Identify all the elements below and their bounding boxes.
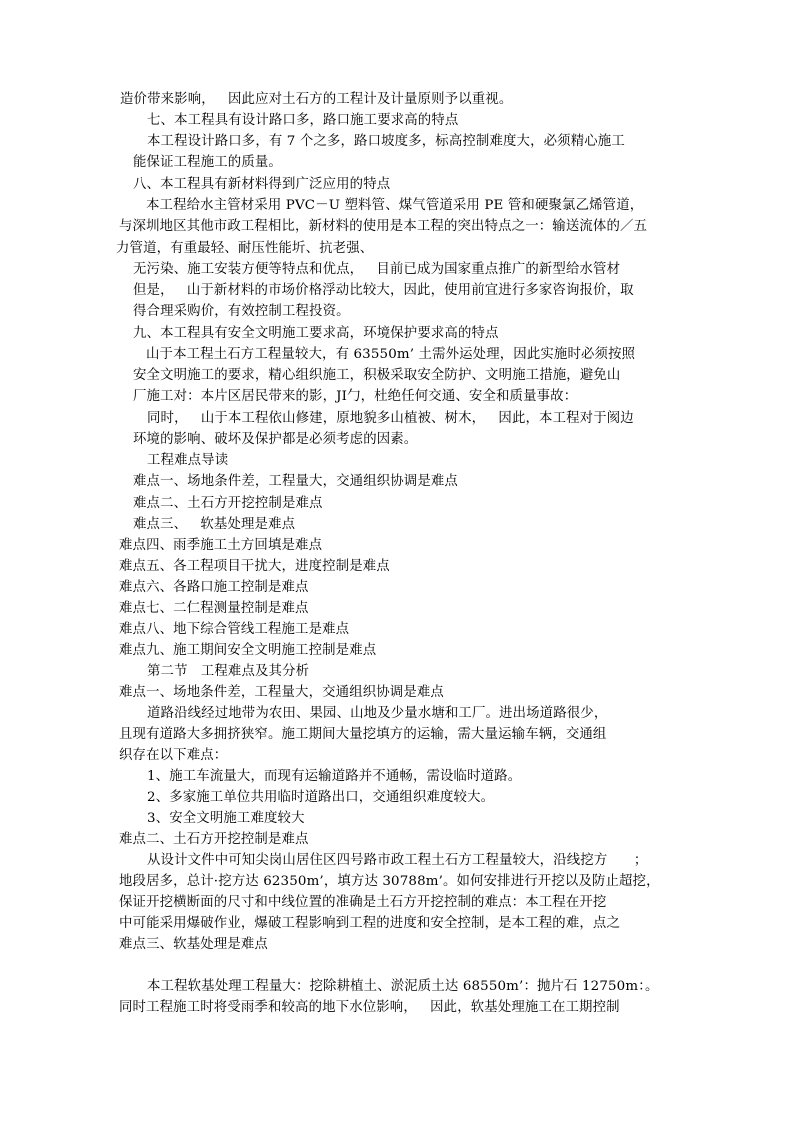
text-line-15: 厂施工对：本片区居民带来的影，JI勹，杜绝任何交通、安全和质量事故： — [133, 389, 578, 404]
text-line-6: 本工程给水主管材采用 PVC－U 塑料管、煤气管道采用 PE 管和硬聚氯乙烯管道， — [146, 198, 644, 213]
text-line-9: 无污染、施工安装方便等特点和优点， 目前已成为国家重点推广的新型给水管材 — [133, 262, 621, 277]
text-line-23: 难点五、各工程项目干扰大，进度控制是难点 — [119, 559, 390, 574]
text-line-21: 难点三、 软基处理是难点 — [133, 517, 296, 532]
text-line-31: 且现有道路大多拥挤狭窄。施工期间大量挖填方的运输，需大量运输车辆，交通组 — [119, 727, 607, 742]
text-line-33: 1、施工车流量大，而现有运输道路并不通畅，需设临时道路。 — [147, 769, 522, 784]
text-line-18: 工程难点导读 — [147, 453, 229, 468]
text-line-7: 与深圳地区其他市政工程相比，新材料的使用是本工程的突出特点之一：输送流体的／五 — [119, 219, 648, 234]
text-line-27: 难点九、施工期间安全文明施工控制是难点 — [119, 643, 377, 658]
text-line-10: 但是， 山于新材料的市场价格浮动比较大，因此，使用前宜进行多家咨询报价，取 — [133, 283, 634, 298]
text-line-36: 难点二、土石方开挖控制是难点 — [119, 832, 309, 847]
text-line-4: 能保证工程施工的质量。 — [133, 155, 282, 170]
text-line-2: 七、本工程具有设计路口多，路口施工要求高的特点 — [147, 113, 459, 128]
text-line-22: 难点四、雨季施工土方回填是难点 — [119, 538, 323, 553]
text-line-11: 得合理采购价，有效控制工程投资。 — [133, 304, 350, 319]
text-line-34: 2、多家施工单位共用临时道路出口，交通组织难度较大。 — [147, 790, 495, 805]
text-line-17: 环境的影响、破坏及保护都是必须考虑的因素。 — [133, 432, 418, 447]
text-line-25: 难点七、二仁程测量控制是难点 — [119, 601, 309, 616]
text-line-12: 九、本工程具有安全文明施工要求高，环境保护要求高的特点 — [133, 326, 499, 341]
text-line-39: 保证开挖横断面的尺寸和中线位置的准确是土石方开挖控制的难点：本工程在开挖 — [119, 895, 607, 910]
text-line-26: 难点八、地下综合管线工程施工是难点 — [119, 622, 350, 637]
text-line-20: 难点二、土石方开挖控制是难点 — [133, 496, 323, 511]
text-line-14: 安全文明施工的要求，精心组织施工，积极采取安全防护、文明施工措施，避免山 — [133, 368, 621, 383]
text-line-35: 3、安全文明施工难度较大 — [147, 811, 305, 826]
text-line-19: 难点一、场地条件差，工程量大，交通组织协调是难点 — [133, 474, 458, 489]
text-line-28: 第二节 工程难点及其分析 — [147, 664, 310, 679]
text-line-1: 造价带来影响， 因此应对土石方的工程计及计量原则予以重视。 — [120, 92, 513, 107]
text-line-16: 同时， 山于本工程依山修建，原地貌多山植被、树木， 因此，本工程对于阂边 — [147, 411, 634, 426]
text-line-32: 织存在以下难点： — [119, 748, 228, 763]
text-line-38: 地段居多，总计·挖方达 62350m’，填方达 30788m’。如何安排进行开挖以及防止超挖， — [119, 874, 660, 889]
text-line-29: 难点一、场地条件差，工程量大，交通组织协调是难点 — [119, 685, 444, 700]
text-line-24: 难点六、各路口施工控制是难点 — [119, 580, 309, 595]
text-line-13: 山于本工程土石方工程量较大，有 63550m’ 土需外运处理，因此实施时必须按照 — [146, 347, 636, 362]
text-line-43: 同时工程施工时将受雨季和较高的地下水位影响， 因此，软基处理施工在工期控制 — [119, 1000, 620, 1015]
text-line-40: 中可能采用爆破作业，爆破工程影响到工程的进度和安全控制，是本工程的难，点之 — [119, 916, 621, 931]
text-line-3: 本工程设计路口多，有 7 个之多，路口坡度多，标高控制难度大，必须精心施工 — [147, 134, 625, 149]
text-line-37: 从设计文件中可知尖岗山居住区四号路市政工程土石方工程量较大，沿线挖方 ； — [147, 853, 648, 868]
text-line-41: 难点三、软基处理是难点 — [119, 937, 268, 952]
text-line-42: 本工程软基处理工程量大：挖除耕植土、淤泥质土达 68550m’：抛片石 12750m：。 — [147, 979, 659, 994]
text-line-8: 力管道，有重最轻、耐压性能圻、抗老强、 — [116, 241, 374, 256]
text-line-30: 道路沿线经过地带为农田、果园、山地及少量水塘和工厂。进出场道路很少， — [147, 706, 608, 721]
text-line-5: 八、本工程具有新材料得到广泛应用的特点 — [133, 177, 391, 192]
